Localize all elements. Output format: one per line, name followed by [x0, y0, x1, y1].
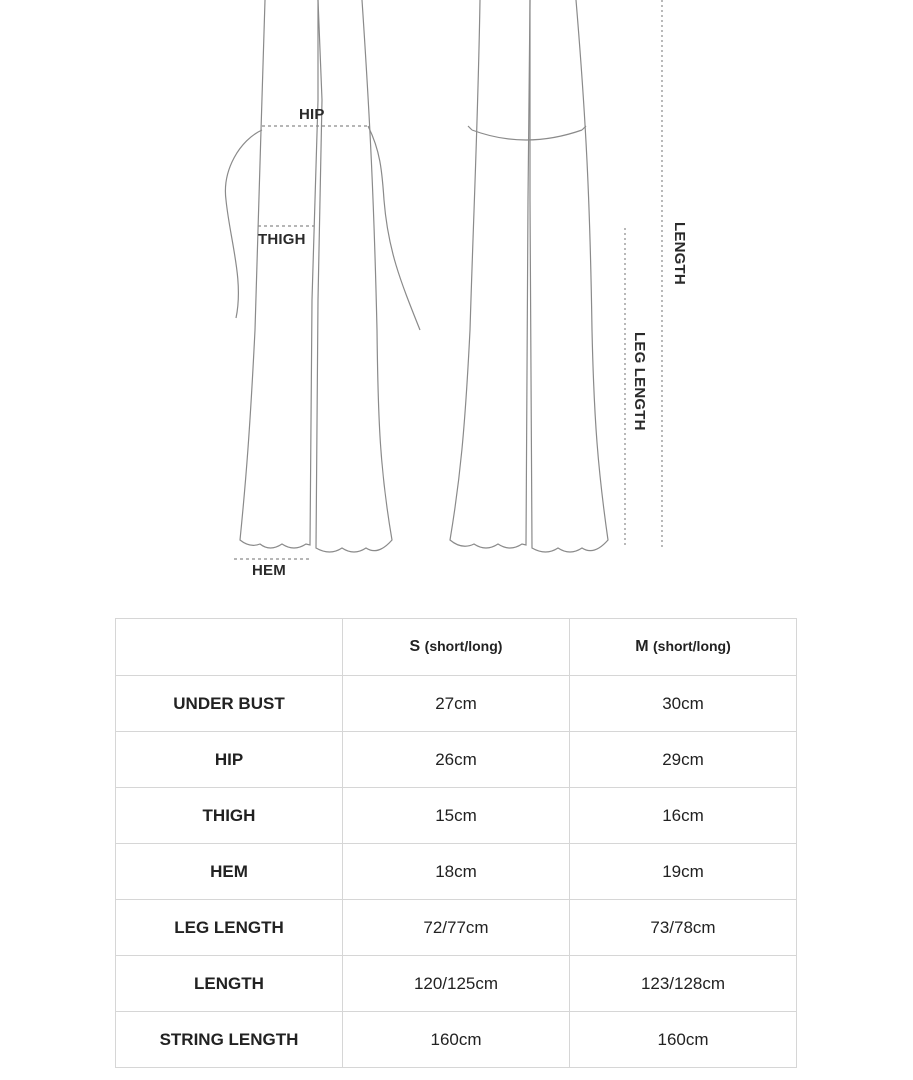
table-row	[116, 732, 797, 788]
table-row	[116, 788, 797, 844]
hip-label: HIP	[299, 106, 325, 123]
table-row	[116, 956, 797, 1012]
table-row	[116, 900, 797, 956]
front-pants-drawing	[225, 0, 420, 559]
cell-s: 27cm	[343, 676, 570, 732]
cell-s: 120/125cm	[343, 956, 570, 1012]
cell-m: 123/128cm	[570, 956, 797, 1012]
table-header-row	[116, 619, 797, 676]
cell-m: 29cm	[570, 732, 797, 788]
size-chart-table	[115, 618, 797, 1068]
leg-length-label: LEG LENGTH	[631, 332, 648, 431]
back-pants-drawing	[450, 0, 662, 552]
row-label: LENGTH	[116, 956, 343, 1012]
row-label: UNDER BUST	[116, 676, 343, 732]
table-row	[116, 844, 797, 900]
row-label: LEG LENGTH	[116, 900, 343, 956]
header-size-m	[570, 619, 797, 676]
cell-m: 16cm	[570, 788, 797, 844]
row-label: THIGH	[116, 788, 343, 844]
row-label: HIP	[116, 732, 343, 788]
cell-s: 72/77cm	[343, 900, 570, 956]
size-s-label: S	[409, 638, 421, 655]
cell-m: 73/78cm	[570, 900, 797, 956]
cell-m: 30cm	[570, 676, 797, 732]
header-size-s	[343, 619, 570, 676]
size-m-label: M	[635, 638, 649, 655]
cell-s: 26cm	[343, 732, 570, 788]
row-label: STRING LENGTH	[116, 1012, 343, 1068]
size-m-note: (short/long)	[653, 638, 731, 654]
header-empty-cell	[116, 619, 343, 676]
cell-s: 18cm	[343, 844, 570, 900]
length-label: LENGTH	[671, 222, 688, 285]
cell-m: 160cm	[570, 1012, 797, 1068]
row-label: HEM	[116, 844, 343, 900]
cell-s: 15cm	[343, 788, 570, 844]
table-row	[116, 676, 797, 732]
cell-s: 160cm	[343, 1012, 570, 1068]
size-s-note: (short/long)	[424, 638, 503, 654]
hem-label: HEM	[252, 562, 286, 579]
thigh-label: THIGH	[258, 231, 306, 248]
table-row	[116, 1012, 797, 1068]
cell-m: 19cm	[570, 844, 797, 900]
